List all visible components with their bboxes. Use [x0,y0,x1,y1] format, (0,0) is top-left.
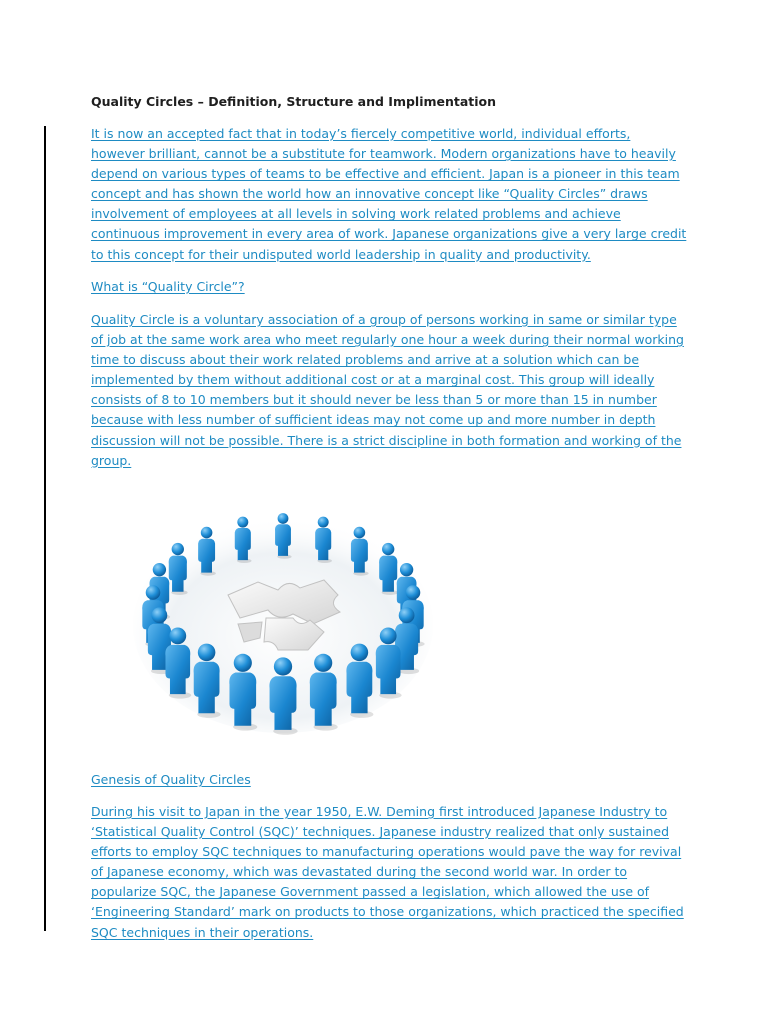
genesis-paragraph-link[interactable]: During his visit to Japan in the year 1950, E.W. Deming first introduced Japanese Industry to ‘Statistical Quality Control (SQC)’ techniques. Japanese industry realized that only sustained efforts to employ SQC techniques to manufacturing operations would pave the way for revival of Japanese economy, which was devastated during the second world war. In order to popularize SQC, the Japanese Government passed a legislation, which allowed the use of ‘Engineering Standard’ mark on products to those organizations, which practiced the specified SQC techniques in their operations. [91,804,684,940]
document-title: Quality Circles – Definition, Structure and Implimentation [91,94,497,109]
section-heading-genesis[interactable]: Genesis of Quality Circles [91,772,251,787]
people-circle-puzzle-illustration [128,500,438,740]
definition-paragraph-link[interactable]: Quality Circle is a voluntary association of a group of persons working in same or similar type of job at the same work area who meet regularly one hour a week during their normal working time to discuss about their work related problems and arrive at a solution which can be implemented by them without additional cost or at a marginal cost. This group will ideally consists of 8 to 10 members but it should never be less than 5 or more than 15 in number because with less number of sufficient ideas may not come up and more number in depth discussion will not be possible. There is a strict discipline in both formation and working of the group. [91,312,684,468]
section-heading-what-is-quality-circle[interactable]: What is “Quality Circle”? [91,279,245,294]
intro-paragraph-link[interactable]: It is now an accepted fact that in today’s fiercely competitive world, individual efforts, however brilliant, cannot be a substitute for teamwork. Modern organizations have to heavily depend on various types of teams to be effective and efficient. Japan is a pioneer in this team concept and has shown the world how an innovative concept like “Quality Circles” draws involvement of employees at all levels in solving work related problems and achieve continuous improvement in every area of work. Japanese organizations give a very large credit to this concept for their undisputed world leadership in quality and productivity. [91,126,687,262]
revision-change-bar [44,126,46,931]
